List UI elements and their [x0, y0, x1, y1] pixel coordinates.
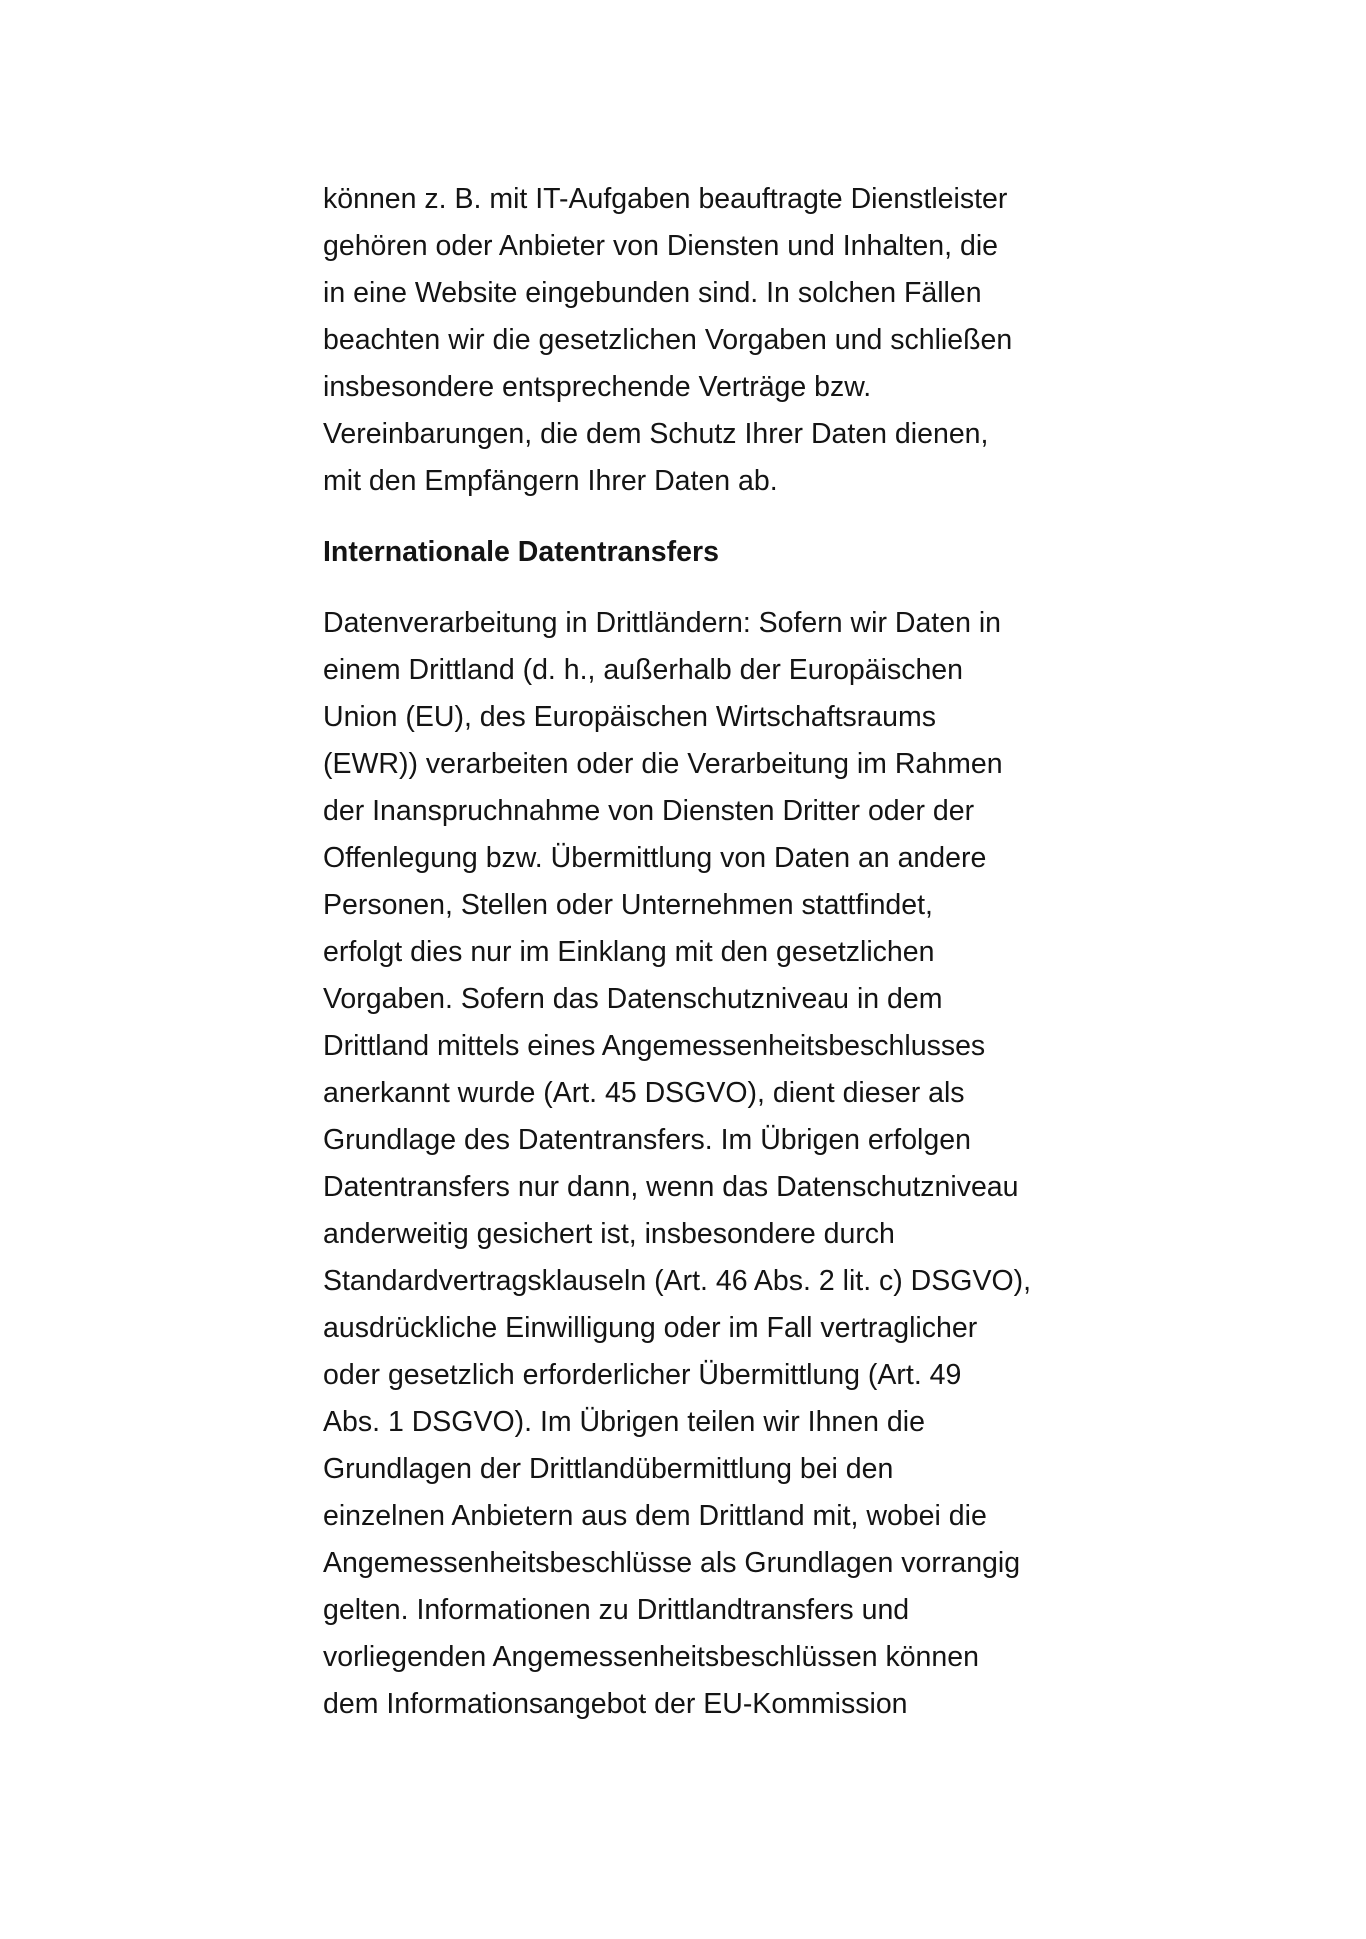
text-line: vorliegenden Angemessenheitsbeschlüssen können [323, 1641, 979, 1673]
text-line: können z. B. mit IT-Aufgaben beauftragte Dienstleister [323, 183, 1008, 215]
text-line: Angemessenheitsbeschlüsse als Grundlagen vorrangig [323, 1547, 1021, 1579]
text-line: ausdrückliche Einwilligung oder im Fall vertraglicher [323, 1312, 978, 1344]
text-line: gehören oder Anbieter von Diensten und Inhalten, die [323, 230, 998, 262]
text-line: Vorgaben. Sofern das Datenschutzniveau in dem [323, 983, 943, 1015]
text-line: Grundlage des Datentransfers. Im Übrigen erfolgen [323, 1124, 971, 1156]
text-line: Standardvertragsklauseln (Art. 46 Abs. 2 lit. c) DSGVO), [323, 1265, 1032, 1297]
text-line: beachten wir die gesetzlichen Vorgaben und schließen [323, 324, 1013, 356]
text-line: Offenlegung bzw. Übermittlung von Daten an andere [323, 842, 987, 874]
text-line: Personen, Stellen oder Unternehmen stattfindet, [323, 889, 933, 921]
text-line: dem Informationsangebot der EU-Kommission [323, 1688, 908, 1720]
text-line: mit den Empfängern Ihrer Daten ab. [323, 465, 778, 497]
text-line: Grundlagen der Drittlandübermittlung bei den [323, 1453, 894, 1485]
text-line: der Inanspruchnahme von Diensten Dritter oder der [323, 795, 975, 827]
text-line: Abs. 1 DSGVO). Im Übrigen teilen wir Ihnen die [323, 1406, 925, 1438]
text-line: anderweitig gesichert ist, insbesondere durch [323, 1218, 895, 1250]
text-line: oder gesetzlich erforderlicher Übermittlung (Art. 49 [323, 1359, 962, 1391]
text-line: erfolgt dies nur im Einklang mit den gesetzlichen [323, 936, 935, 968]
text-line: Vereinbarungen, die dem Schutz Ihrer Daten dienen, [323, 418, 989, 450]
text-line: Union (EU), des Europäischen Wirtschaftsraums [323, 701, 936, 733]
text-line: Drittland mittels eines Angemessenheitsbeschlusses [323, 1030, 986, 1062]
text-line: einzelnen Anbietern aus dem Drittland mit, wobei die [323, 1500, 987, 1532]
paragraph-recipients [323, 176, 1123, 505]
text-line: anerkannt wurde (Art. 45 DSGVO), dient dieser als [323, 1077, 965, 1109]
text-line: insbesondere entsprechende Verträge bzw. [323, 371, 872, 403]
paragraph-international-transfers [323, 600, 1123, 1728]
section-heading: Internationale Datentransfers [323, 536, 719, 568]
text-line: gelten. Informationen zu Drittlandtransfers und [323, 1594, 910, 1626]
document-body [323, 176, 1123, 1728]
text-line: in eine Website eingebunden sind. In solchen Fällen [323, 277, 982, 309]
text-line: Datenverarbeitung in Drittländern: Sofern wir Daten in [323, 607, 1002, 639]
text-line: einem Drittland (d. h., außerhalb der Europäischen [323, 654, 964, 686]
text-line: (EWR)) verarbeiten oder die Verarbeitung im Rahmen [323, 748, 1003, 780]
text-line: Datentransfers nur dann, wenn das Datenschutzniveau [323, 1171, 1019, 1203]
